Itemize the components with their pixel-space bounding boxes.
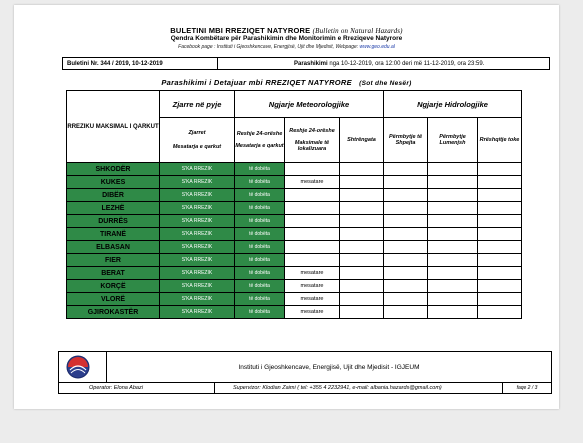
storm-cell	[340, 293, 384, 306]
table-row	[67, 176, 522, 189]
river-flood-cell	[428, 280, 478, 293]
flash-flood-cell	[384, 267, 428, 280]
fire-risk: S'KA RREZIK	[160, 215, 235, 228]
fire-risk: S'KA RREZIK	[160, 293, 235, 306]
rain-average: të dobëta	[235, 267, 285, 280]
table-row	[67, 280, 522, 293]
institute-name: Instituti i Gjeoshkencave, Energjisë, Ujit dhe Mjedisit - IGJEUM	[238, 363, 420, 371]
region-name: BERAT	[67, 267, 160, 280]
supervisor: Supervizor: Klodian Zaimi ( tel: +355 4 2232941, e-mail: albania.hazards@gmail.com)	[233, 385, 442, 391]
rain-max	[285, 189, 340, 202]
flash-flood-cell	[384, 254, 428, 267]
header-rain-max: Reshje 24-orëshe Maksimale të lokalizuara	[285, 118, 340, 163]
rain-max	[285, 215, 340, 228]
table-row	[67, 215, 522, 228]
storm-cell	[340, 228, 384, 241]
storm-cell	[340, 163, 384, 176]
region-name: KUKES	[67, 176, 160, 189]
flash-flood-cell	[384, 189, 428, 202]
rain-average: të dobëta	[235, 306, 285, 319]
bulletin-page	[14, 5, 559, 409]
storm-cell	[340, 241, 384, 254]
flash-flood-cell	[384, 306, 428, 319]
fire-risk: S'KA RREZIK	[160, 280, 235, 293]
landslide-cell	[478, 241, 522, 254]
river-flood-cell	[428, 241, 478, 254]
bulletin-links: Facebook page : Instituti i Gjeoshkencave, Energjisë, Ujit dhe Mjedisit, Webpage: www.geo.edu.al	[178, 44, 395, 50]
rain-max	[285, 202, 340, 215]
rain-average: të dobëta	[235, 163, 285, 176]
rain-max	[285, 241, 340, 254]
flash-flood-cell	[384, 215, 428, 228]
header-landslide: Rrëshqitje toke	[478, 118, 522, 163]
footer-contact-line	[59, 382, 551, 393]
landslide-cell	[478, 280, 522, 293]
region-name: TIRANË	[67, 228, 160, 241]
flash-flood-cell	[384, 228, 428, 241]
website-link[interactable]: www.geo.edu.al	[359, 44, 395, 50]
rain-max: mesatare	[285, 280, 340, 293]
table-row	[67, 254, 522, 267]
flash-flood-cell	[384, 280, 428, 293]
river-flood-cell	[428, 202, 478, 215]
landslide-cell	[478, 163, 522, 176]
rain-max	[285, 228, 340, 241]
storm-cell	[340, 215, 384, 228]
storm-cell	[340, 267, 384, 280]
landslide-cell	[478, 293, 522, 306]
fire-risk: S'KA RREZIK	[160, 241, 235, 254]
fire-risk: S'KA RREZIK	[160, 189, 235, 202]
landslide-cell	[478, 176, 522, 189]
table-row	[67, 228, 522, 241]
table-row	[67, 163, 522, 176]
landslide-cell	[478, 202, 522, 215]
rain-average: të dobëta	[235, 241, 285, 254]
institute-logo	[62, 352, 107, 382]
storm-cell	[340, 189, 384, 202]
fire-risk: S'KA RREZIK	[160, 228, 235, 241]
bulletin-subtitle: Qendra Kombëtare për Parashikimin dhe Monitorimin e Rreziqeve Natyrore	[170, 35, 403, 42]
page-number: faqe 2 / 3	[502, 383, 551, 393]
rain-average: të dobëta	[235, 176, 285, 189]
fire-risk: S'KA RREZIK	[160, 176, 235, 189]
rain-average: të dobëta	[235, 202, 285, 215]
flash-flood-cell	[384, 241, 428, 254]
rain-max	[285, 254, 340, 267]
header-fire: Zjarre në pyje	[160, 91, 235, 118]
storm-cell	[340, 176, 384, 189]
rain-max: mesatare	[285, 306, 340, 319]
header-fire-sub: Zjarret Mesatarja e qarkut	[160, 118, 235, 163]
landslide-cell	[478, 189, 522, 202]
region-name: KORÇË	[67, 280, 160, 293]
fire-risk: S'KA RREZIK	[160, 306, 235, 319]
bulletin-title: BULETINI MBI RREZIQET NATYRORE (Bulletin on Natural Hazards)	[170, 26, 403, 35]
landslide-cell	[478, 306, 522, 319]
region-name: FIER	[67, 254, 160, 267]
region-name: SHKODËR	[67, 163, 160, 176]
table-row	[67, 241, 522, 254]
rain-max: mesatare	[285, 293, 340, 306]
fire-risk: S'KA RREZIK	[160, 254, 235, 267]
landslide-cell	[478, 228, 522, 241]
rain-average: të dobëta	[235, 293, 285, 306]
region-name: DIBËR	[67, 189, 160, 202]
table-row	[67, 189, 522, 202]
storm-cell	[340, 254, 384, 267]
rain-average: të dobëta	[235, 254, 285, 267]
rain-average: të dobëta	[235, 189, 285, 202]
footer	[58, 351, 552, 394]
river-flood-cell	[428, 176, 478, 189]
landslide-cell	[478, 254, 522, 267]
table-row	[67, 267, 522, 280]
header-flash-flood: Përmbytje të Shpejta	[384, 118, 428, 163]
header-risk: RREZIKU MAKSIMAL I QARKUT	[67, 91, 160, 163]
rain-max	[285, 163, 340, 176]
river-flood-cell	[428, 189, 478, 202]
bulletin-info-bar	[62, 57, 550, 70]
fire-risk: S'KA RREZIK	[160, 163, 235, 176]
header-river-flood: Përmbytje Lumenjsh	[428, 118, 478, 163]
table-row	[67, 306, 522, 319]
rain-max: mesatare	[285, 267, 340, 280]
header-storm: Shtrëngata	[340, 118, 384, 163]
contact-info: ( tel: +355 4 2232941, e-mail: albania.hazards@gmail.com)	[297, 385, 442, 391]
river-flood-cell	[428, 254, 478, 267]
fire-risk: S'KA RREZIK	[160, 202, 235, 215]
region-name: DURRËS	[67, 215, 160, 228]
flash-flood-cell	[384, 176, 428, 189]
flash-flood-cell	[384, 202, 428, 215]
fire-risk: S'KA RREZIK	[160, 267, 235, 280]
table-row	[67, 202, 522, 215]
landslide-cell	[478, 267, 522, 280]
hazard-table	[66, 90, 522, 319]
storm-cell	[340, 280, 384, 293]
header-rain-avg: Reshje 24-orëshe Mesatarja e qarkut	[235, 118, 285, 163]
rain-average: të dobëta	[235, 228, 285, 241]
river-flood-cell	[428, 293, 478, 306]
river-flood-cell	[428, 306, 478, 319]
bulletin-number: Buletini Nr. 344 / 2019, 10-12-2019	[63, 58, 218, 69]
river-flood-cell	[428, 267, 478, 280]
river-flood-cell	[428, 163, 478, 176]
forecast-period: Parashikimi nga 10-12-2019, ora 12:00 deri më 11-12-2019, ora 23:59.	[294, 60, 485, 67]
rain-max: mesatare	[285, 176, 340, 189]
river-flood-cell	[428, 215, 478, 228]
storm-cell	[340, 306, 384, 319]
region-name: GJIROKASTËR	[67, 306, 160, 319]
region-name: ELBASAN	[67, 241, 160, 254]
rain-average: të dobëta	[235, 215, 285, 228]
section-title: Parashikimi i Detajuar mbi RREZIQET NATYRORE (Sot dhe Nesër)	[161, 78, 412, 87]
region-name: VLORË	[67, 293, 160, 306]
storm-cell	[340, 202, 384, 215]
rain-average: të dobëta	[235, 280, 285, 293]
landslide-cell	[478, 215, 522, 228]
header-hydro: Ngjarje Hidrologjike	[384, 91, 522, 118]
flash-flood-cell	[384, 163, 428, 176]
operator: Operator: Elona Abazi	[59, 383, 215, 393]
header-meteo: Ngjarje Meteorologjike	[235, 91, 384, 118]
flash-flood-cell	[384, 293, 428, 306]
table-row	[67, 293, 522, 306]
region-name: LEZHË	[67, 202, 160, 215]
river-flood-cell	[428, 228, 478, 241]
